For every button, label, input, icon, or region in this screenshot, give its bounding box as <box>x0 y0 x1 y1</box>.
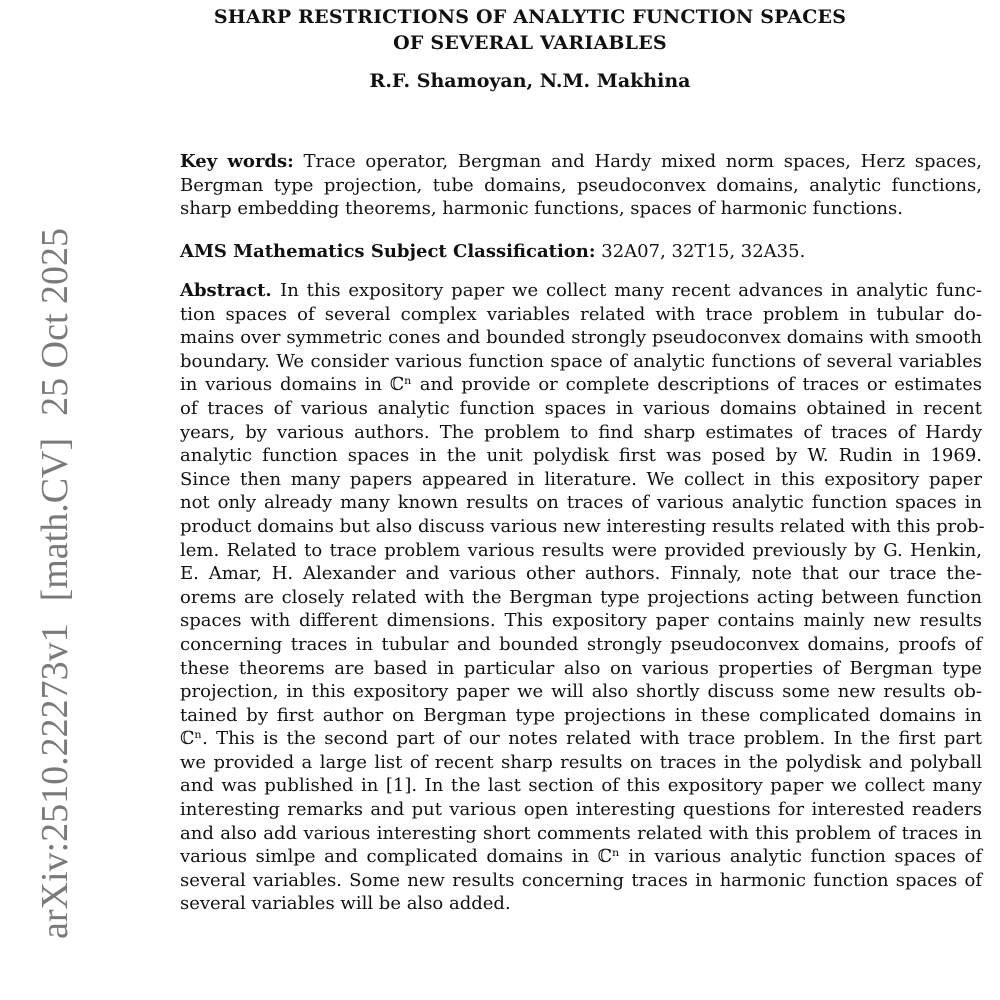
keywords-text: Trace operator, Bergman and Hardy mixed norm spaces, Herz spaces, Bergman type projection, tube domains, pseudoconvex domains, analytic functions, sharp embedding theorems, harmonic functions, spaces of harmonic functions. <box>180 151 982 220</box>
abstract-body <box>180 279 985 916</box>
abstract-line: projection, in this expository paper we will also shortly discuss some new results ob- <box>180 681 982 703</box>
abstract-line: tion spaces of several complex variables related with trace problem in tubular do- <box>180 303 982 325</box>
abstract-line: ℂⁿ. This is the second part of our notes related with trace problem. In the first part <box>180 728 982 750</box>
abstract <box>180 279 985 916</box>
abstract-line: of traces of various analytic function spaces in various domains obtained in recent <box>180 397 982 419</box>
keywords <box>180 150 982 221</box>
abstract-line: Abstract. In this expository paper we collect many recent advances in analytic func- <box>180 280 982 301</box>
abstract-line: Since then many papers appeared in literature. We collect in this expository paper <box>180 468 982 490</box>
paper-title <box>200 4 860 56</box>
abstract-line: E. Amar, H. Alexander and various other authors. Finnaly, note that our trace the- <box>180 563 982 585</box>
title-line-1: SHARP RESTRICTIONS OF ANALYTIC FUNCTION SPACES <box>213 6 847 28</box>
abstract-line: spaces with different dimensions. This expository paper contains mainly new results <box>180 610 982 632</box>
abstract-line: boundary. We consider various function space of analytic functions of several variables <box>180 350 982 372</box>
abstract-line: and was published in [1]. In the last section of this expository paper we collect many <box>180 775 982 797</box>
abstract-line: interesting remarks and put various open interesting questions for interested readers <box>180 799 982 821</box>
abstract-line: mains over symmetric cones and bounded strongly pseudoconvex domains with smooth <box>180 327 982 349</box>
abstract-line: we provided a large list of recent sharp results on traces in the polydisk and polyball <box>180 751 982 773</box>
title-line-2: OF SEVERAL VARIABLES <box>393 32 667 54</box>
abstract-line: various simlpe and complicated domains in ℂⁿ in various analytic function spaces of <box>180 846 982 868</box>
abstract-line: tained by first author on Bergman type projections in these complicated domains in <box>180 704 982 726</box>
abstract-line: not only already many known results on traces of various analytic function spaces in <box>180 492 982 514</box>
abstract-line: years, by various authors. The problem to find sharp estimates of traces of Hardy <box>180 421 982 443</box>
arxiv-stamp <box>33 159 77 939</box>
abstract-line: orems are closely related with the Bergman type projections acting between function <box>180 586 982 608</box>
abstract-line: concerning traces in tubular and bounded strongly pseudoconvex domains, proofs of <box>180 633 982 655</box>
arxiv-date: 25 Oct 2025 <box>34 227 76 416</box>
abstract-line: in various domains in ℂⁿ and provide or complete descriptions of traces or estimates <box>180 374 982 396</box>
abstract-line: product domains but also discuss various new interesting results related with this prob- <box>180 515 985 537</box>
authors: R.F. Shamoyan, N.M. Makhina <box>369 70 691 92</box>
abstract-line: these theorems are based in particular also on various properties of Bergman type <box>180 657 982 679</box>
ams-label: AMS Mathematics Subject Classification: <box>180 241 596 262</box>
keywords-label: Key words: <box>180 151 294 172</box>
abstract-line: and also add various interesting short comments related with this problem of traces in <box>180 822 982 844</box>
abstract-line: lem. Related to trace problem various results were provided previously by G. Henkin, <box>180 539 982 561</box>
abstract-line: several variables will be also added. <box>180 893 511 915</box>
abstract-label: Abstract. <box>180 280 281 301</box>
abstract-line: several variables. Some new results concerning traces in harmonic function spaces of <box>180 869 982 891</box>
abstract-line: analytic function spaces in the unit polydisk first was posed by W. Rudin in 1969. <box>180 445 982 467</box>
arxiv-category: [math.CV] <box>34 437 76 602</box>
ams-text: 32A07, 32T15, 32A35. <box>601 241 806 262</box>
ams-classification <box>180 240 982 264</box>
arxiv-id: arXiv:2510.22273v1 <box>34 623 76 939</box>
